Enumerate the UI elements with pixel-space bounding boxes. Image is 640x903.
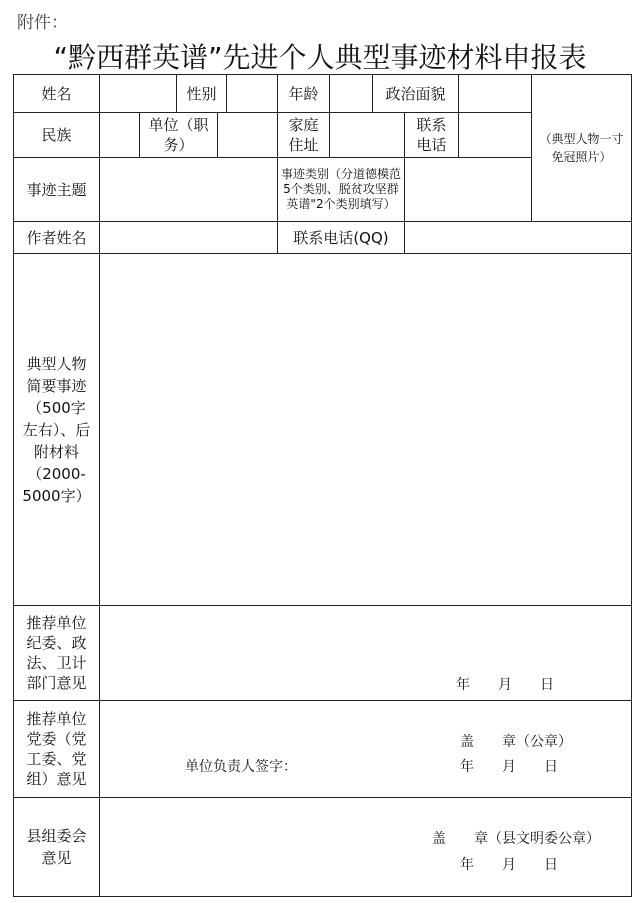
form-title: “黔西群英谱”先进个人典型事迹材料申报表 <box>53 41 587 74</box>
label-age: 年龄 <box>277 74 330 113</box>
label-theme: 事迹主题 <box>13 157 100 222</box>
age-field[interactable] <box>329 74 373 113</box>
leader-signature-label: 单位负责人签字： <box>185 759 297 775</box>
seal-unit-label: 盖 章（公章） <box>460 734 572 750</box>
ethnicity-field[interactable] <box>99 112 140 158</box>
unit-field[interactable] <box>217 112 278 158</box>
label-ethnicity: 民族 <box>13 112 100 158</box>
label-unit: 单位（职务） <box>139 112 218 158</box>
category-field[interactable] <box>404 157 532 222</box>
label-phone: 联系电话 <box>404 112 459 158</box>
address-field[interactable] <box>329 112 405 158</box>
date-line-2: 年 月 日 <box>460 759 558 775</box>
name-field[interactable] <box>99 74 177 113</box>
photo-cell[interactable]: （典型人物一寸免冠照片） <box>531 74 632 222</box>
label-address: 家庭住址 <box>277 112 330 158</box>
label-author: 作者姓名 <box>13 221 100 254</box>
author-field[interactable] <box>99 221 278 254</box>
label-category: 事迹类别（分道德模范5个类别、脱贫攻坚群英谱"2个类别填写） <box>277 157 405 222</box>
attachment-label: 附件： <box>17 13 68 33</box>
label-name: 姓名 <box>13 74 100 113</box>
label-opinion-discipline: 推荐单位纪委、政法、卫计部门意见 <box>13 605 100 701</box>
seal-county-label: 盖 章（县文明委公章） <box>432 831 600 847</box>
date-line-3: 年 月 日 <box>460 857 558 873</box>
author-phone-field[interactable] <box>404 221 632 254</box>
phone-field[interactable] <box>458 112 532 158</box>
label-opinion-party: 推荐单位党委（党工委、党组）意见 <box>13 700 100 798</box>
label-author-phone: 联系电话(QQ) <box>277 221 405 254</box>
political-field[interactable] <box>458 74 532 113</box>
theme-field[interactable] <box>99 157 278 222</box>
label-gender: 性别 <box>176 74 227 113</box>
summary-field[interactable] <box>99 253 632 606</box>
label-opinion-county: 县组委会意见 <box>13 797 100 897</box>
label-political: 政治面貌 <box>372 74 459 113</box>
date-line-1: 年 月 日 <box>456 677 554 693</box>
gender-field[interactable] <box>226 74 278 113</box>
label-summary: 典型人物简要事迹（500字左右）、后附材料（2000-5000字） <box>13 253 100 606</box>
